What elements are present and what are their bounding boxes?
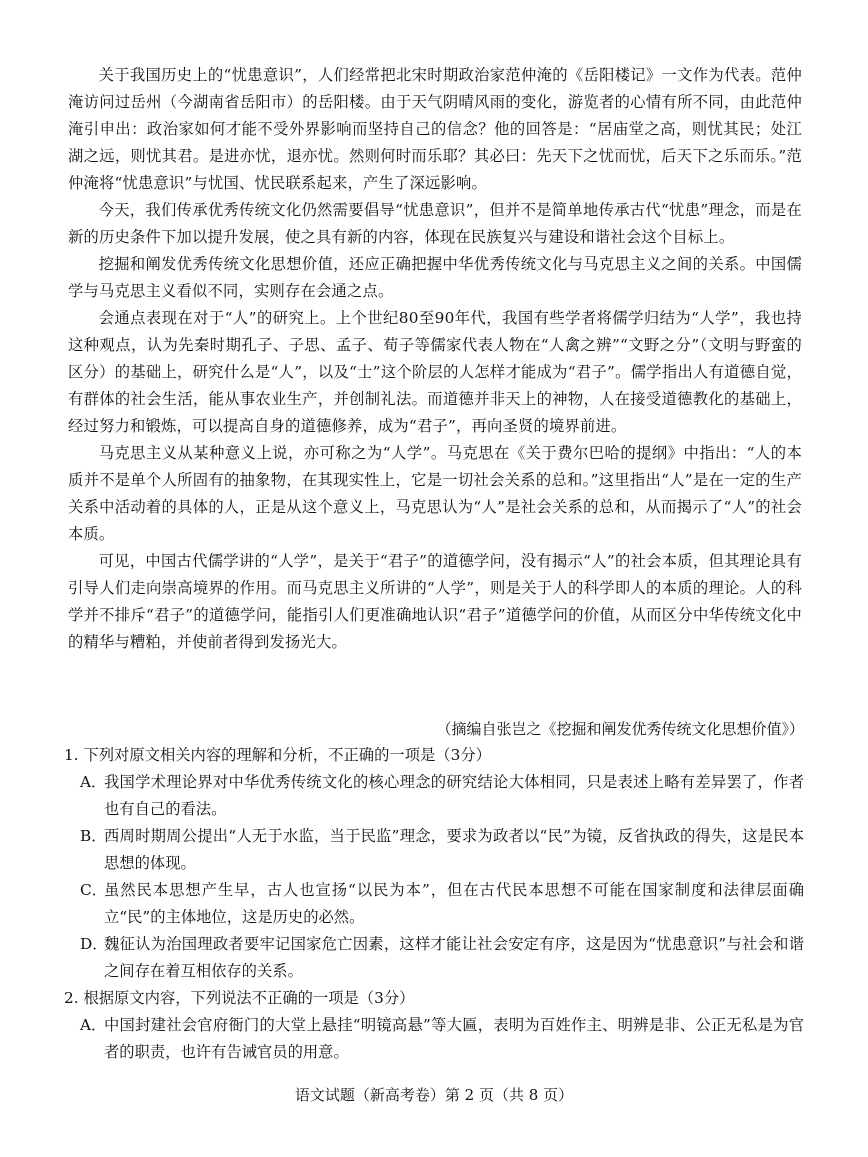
option-text: 魏征认为治国理政者要牢记国家危亡因素，这样才能让社会安定有序，这是因为“忧患意识”与社会和谐之间存在着互相依存的关系。: [104, 935, 804, 980]
option-letter: D．: [80, 935, 108, 953]
passage-paragraph-2: 今天，我们传承优秀传统文化仍然需要倡导“忧患意识”，但并不是简单地传承古代“忧患”理念，而是在新的历史条件下加以提升发展，使之具有新的内容，体现在民族复兴与建设和谐社会这个目标上。: [68, 201, 802, 246]
option-text: 西周时期周公提出“人无于水监，当于民监”理念，要求为政者以“民”为镜，反省执政的得失，这是民本思想的体现。: [104, 827, 804, 872]
option-letter: B．: [80, 827, 107, 845]
option-text: 我国学术理论界对中华优秀传统文化的核心理念的研究结论大体相同，只是表述上略有差异罢了，作者也有自己的看法。: [104, 773, 804, 818]
option-letter: A．: [80, 1016, 107, 1034]
passage-paragraph-4: 会通点表现在对于“人”的研究上。上个世纪80至90年代，我国有些学者将儒学归结为“人学”，我也持这种观点，认为先秦时期孔子、子思、孟子、荀子等儒家代表人物在“人禽之辨”“文野之分”（文明与野蛮的区分）的基础上，研究什么是“人”，以及“士”这个阶层的人怎样才能成为“君子”。儒学指出人有道德自觉，有群体的社会生活，能从事农业生产，并创制礼法。而道德并非天上的神物，人在接受道德教化的基础上，经过努力和锻炼，可以提高自身的道德修养，成为“君子”，再向圣贤的境界前进。: [68, 309, 802, 435]
question-option: [80, 877, 804, 931]
question-option: [80, 931, 804, 985]
question-1: [64, 742, 804, 985]
option-text: 虽然民本思想产生早，古人也宣扬“以民为本”，但在古代民本思想不可能在国家制度和法律层面确立“民”的主体地位，这是历史的必然。: [104, 881, 804, 926]
question-stem: 2. 根据原文内容，下列说法不正确的一项是（3分）: [64, 989, 415, 1007]
question-option: [80, 1012, 804, 1066]
option-text: 中国封建社会官府衙门的大堂上悬挂“明镜高悬”等大匾，表明为百姓作主、明辨是非、公正无私是为官者的职责，也许有告诫官员的用意。: [104, 1016, 804, 1061]
page-footer: 语文试题（新高考卷）第 2 页（共 8 页）: [294, 1086, 574, 1104]
question-list: [64, 742, 804, 1066]
passage-source: （摘编自张岂之《挖掘和阐发优秀传统文化思想价值》）: [436, 720, 804, 738]
question-option: [80, 823, 804, 877]
question-stem: 1. 下列对原文相关内容的理解和分析，不正确的一项是（3分）: [64, 746, 491, 764]
question-2: [64, 985, 804, 1066]
reading-passage: [68, 62, 802, 656]
passage-paragraph-5: 马克思主义从某种意义上说，亦可称之为“人学”。马克思在《关于费尔巴哈的提纲》中指出：“人的本质并不是单个人所固有的抽象物，在其现实性上，它是一切社会关系的总和。”这里指出“人”是在一定的生产关系中活动着的具体的人，正是从这个意义上，马克思认为“人”是社会关系的总和，从而揭示了“人”的社会本质。: [68, 444, 802, 543]
option-letter: C．: [80, 881, 108, 899]
passage-paragraph-3: 挖掘和阐发优秀传统文化思想价值，还应正确把握中华优秀传统文化与马克思主义之间的关系。中国儒学与马克思主义看似不同，实则存在会通之点。: [68, 255, 802, 300]
question-option: [80, 769, 804, 823]
passage-paragraph-6: 可见，中国古代儒学讲的“人学”，是关于“君子”的道德学问，没有揭示“人”的社会本质，但其理论具有引导人们走向崇高境界的作用。而马克思主义所讲的“人学”，则是关于人的科学即人的本质的理论。人的科学并不排斥“君子”的道德学问，能指引人们更准确地认识“君子”道德学问的价值，从而区分中华传统文化中的精华与糟粕，并使前者得到发扬光大。: [68, 552, 802, 651]
passage-paragraph-1: 关于我国历史上的“忧患意识”，人们经常把北宋时期政治家范仲淹的《岳阳楼记》一文作为代表。范仲淹访问过岳州（今湖南省岳阳市）的岳阳楼。由于天气阴晴风雨的变化，游览者的心情有所不同，由此范仲淹引申出：政治家如何才能不受外界影响而坚持自己的信念？他的回答是：“居庙堂之高，则忧其民；处江湖之远，则忧其君。是进亦忧，退亦忧。然则何时而乐耶？其必曰：先天下之忧而忧，后天下之乐而乐。”范仲淹将“忧患意识”与忧国、忧民联系起来，产生了深远影响。: [68, 66, 802, 192]
option-letter: A．: [80, 773, 107, 791]
